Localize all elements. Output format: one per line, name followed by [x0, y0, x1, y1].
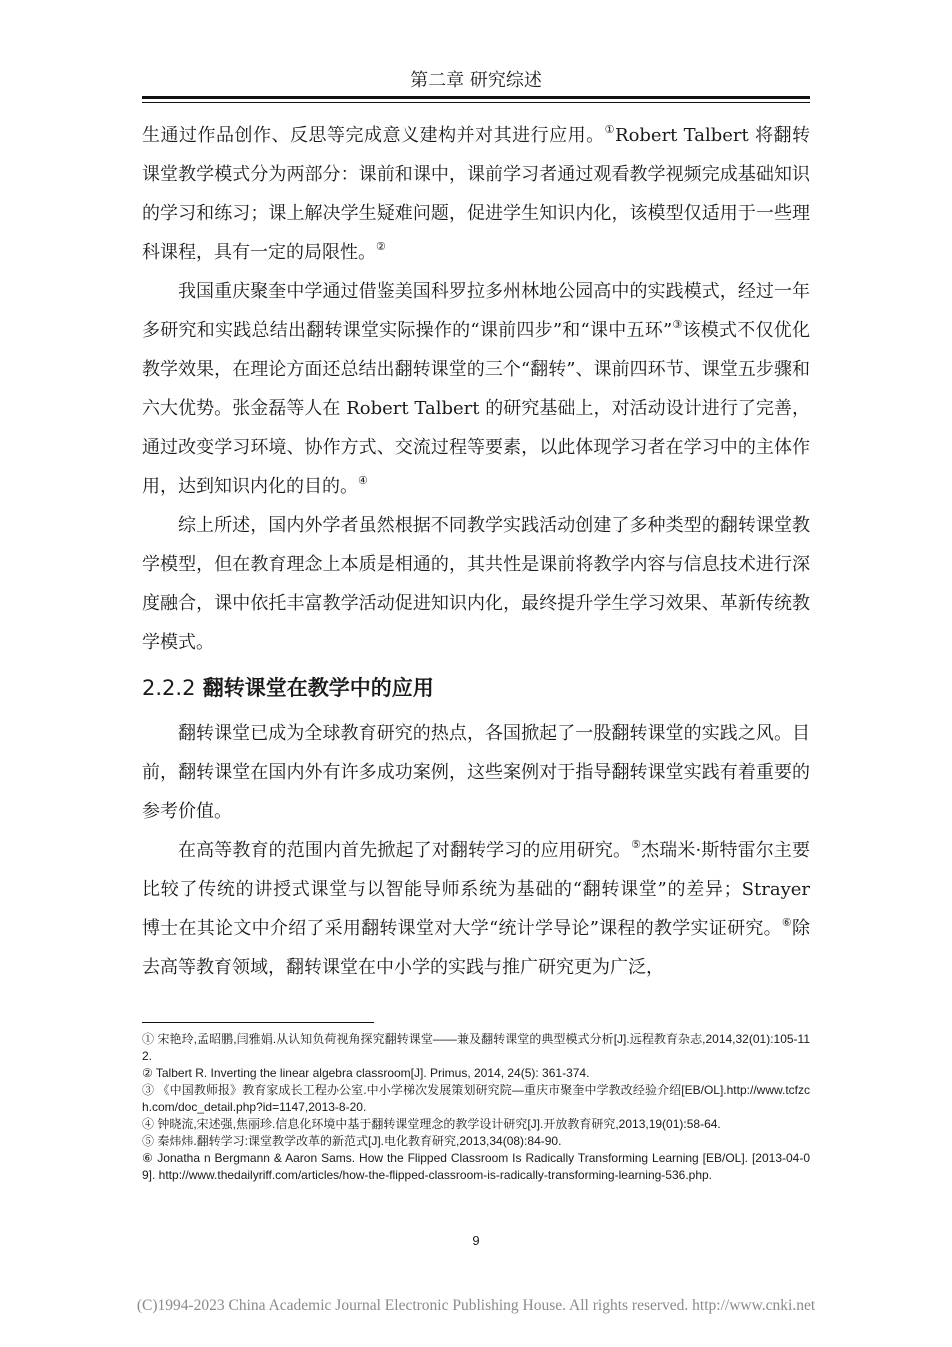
- header-rule-thin: [142, 102, 810, 103]
- paragraph-text: 在高等教育的范围内首先掀起了对翻转学习的应用研究。: [178, 840, 632, 861]
- header-rule-thick: [142, 96, 810, 99]
- footnote: ③ 《中国教师报》教育家成长工程办公室.中小学梯次发展策划研究院—重庆市聚奎中学教改经验介绍[EB/OL].http://www.tcfzch.com/doc_detail.php?id=1147,2013-8-20.: [142, 1083, 810, 1114]
- paragraph-text: 该模式不仅优化教学效果，在理论方面还总结出翻转课堂的三个“翻转”、课前四环节、课堂五步骤和六大优势。张金磊等人在 Robert Talbert 的研究基础上，对活动设计进行了完善，通过改变学习环境、协作方式、交流过程等要素，以此体现学习者在学习中的主体作用，达到知识内化的目的。: [142, 320, 811, 497]
- section-title: 翻转课堂在教学中的应用: [202, 676, 434, 700]
- paragraph-text: Robert Talbert 将翻转课堂教学模式分为两部分：课前和课中，课前学习者通过观看教学视频完成基础知识的学习和练习；课上解决学生疑难问题，促进学生知识内化，该模型仅适用于一些理科课程，具有一定的局限性。: [142, 125, 810, 263]
- footnote-ref[interactable]: ①: [604, 123, 616, 136]
- footnote: ⑤ 秦炜炜.翻转学习:课堂教学改革的新范式[J].电化教育研究,2013,34(08):84-90.: [142, 1134, 562, 1148]
- running-header: 第二章 研究综述: [410, 70, 542, 91]
- footnote: ⑥ Jonatha n Bergmann & Aaron Sams. How the Flipped Classroom Is Radically Transforming Learning [EB/OL]. [2013-04-09]. http://www.thedailyriff.com/articles/how-the-flipped-classroom-is-radically-transforming-learning-536.php.: [142, 1151, 810, 1182]
- paragraph: [142, 831, 810, 987]
- section-number: 2.2.2: [142, 676, 196, 700]
- footnote: ② Talbert R. Inverting the linear algebra classroom[J]. Primus, 2014, 24(5): 361-374.: [142, 1066, 590, 1080]
- paragraph: [142, 714, 810, 831]
- paragraph: [142, 116, 810, 272]
- paragraph-text: 生通过作品创作、反思等完成意义建构并对其进行应用。: [142, 125, 605, 146]
- copyright-notice: (C)1994-2023 China Academic Journal Electronic Publishing House. All rights reserved. http://www.cnki.net: [136, 1297, 816, 1314]
- paragraph-text: 除去高等教育领域，翻转课堂在中小学的实践与推广研究更为广泛，: [142, 918, 810, 978]
- footnote-separator: [142, 1022, 374, 1023]
- footnote: ④ 钟晓流,宋述强,焦丽珍.信息化环境中基于翻转课堂理念的教学设计研究[J].开放教育研究,2013,19(01):58-64.: [142, 1117, 721, 1131]
- footnote: ① 宋艳玲,孟昭鹏,闫雅娟.从认知负荷视角探究翻转课堂——兼及翻转课堂的典型模式分析[J].远程教育杂志,2014,32(01):105-112.: [142, 1032, 810, 1063]
- footnote-ref[interactable]: ⑤: [631, 838, 642, 851]
- footnote-ref[interactable]: ②: [376, 240, 386, 253]
- section-heading: [142, 668, 810, 708]
- paragraph-text: 我国重庆聚奎中学通过借鉴美国科罗拉多州林地公园高中的实践模式，经过一年多研究和实践总结出翻转课堂实际操作的“课前四步”和“课中五环”: [142, 281, 810, 341]
- footnotes: [142, 1031, 810, 1184]
- paragraph: [142, 272, 810, 506]
- footnote-ref[interactable]: ⑥: [781, 916, 792, 929]
- footnote-ref[interactable]: ④: [358, 474, 368, 487]
- paragraph-text: 翻转课堂已成为全球教育研究的热点，各国掀起了一股翻转课堂的实践之风。目前，翻转课堂在国内外有许多成功案例，这些案例对于指导翻转课堂实践有着重要的参考价值。: [142, 723, 810, 822]
- paragraph-text: 综上所述，国内外学者虽然根据不同教学实践活动创建了多种类型的翻转课堂教学模型，但在教育理念上本质是相通的，其共性是课前将教学内容与信息技术进行深度融合，课中依托丰富教学活动促进知识内化，最终提升学生学习效果、革新传统教学模式。: [142, 515, 810, 653]
- footnote-ref[interactable]: ③: [672, 318, 683, 331]
- paragraph-text: 杰瑞米·斯特雷尔主要比较了传统的讲授式课堂与以智能导师系统为基础的“翻转课堂”的差异；Strayer 博士在其论文中介绍了采用翻转课堂对大学“统计学导论”课程的教学实证研究。: [142, 840, 810, 939]
- body-text: [142, 116, 810, 987]
- paragraph: [142, 506, 810, 662]
- page-number: 9: [472, 1233, 480, 1248]
